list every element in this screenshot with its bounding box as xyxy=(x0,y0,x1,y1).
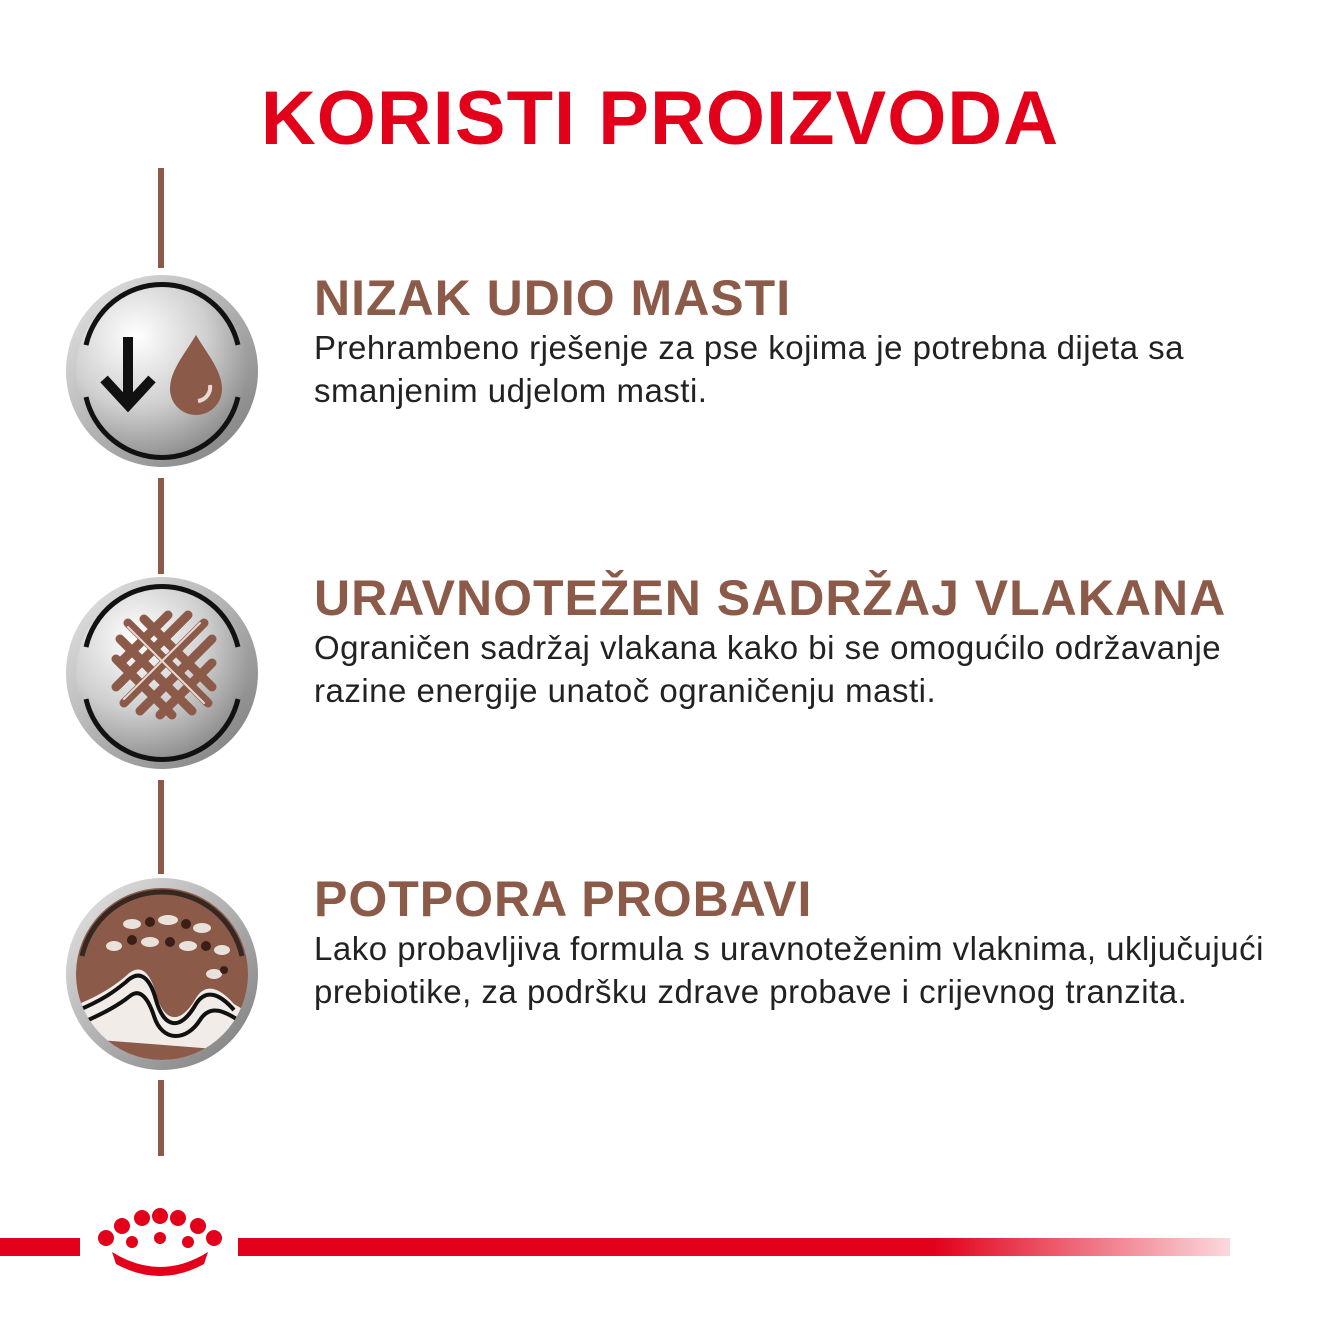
timeline-segment xyxy=(158,1080,164,1156)
feature-title: NIZAK UDIO MASTI xyxy=(314,270,792,326)
timeline-segment xyxy=(158,478,164,574)
digestion-intestine-icon xyxy=(64,876,260,1072)
low-fat-drop-icon xyxy=(64,273,260,469)
feature-description: Lako probavljiva formula s uravnoteženim vlaknima, uključujući prebiotike, za podršku zdrave probave i crijevnog tranzita. xyxy=(314,930,1264,1010)
feature-description: Prehrambeno rješenje za pse kojima je potrebna dijeta sa smanjenim udjelom masti. xyxy=(314,329,1184,409)
footer-line xyxy=(0,1238,80,1256)
feature-title: POTPORA PROBAVI xyxy=(314,871,813,927)
fiber-mesh-icon xyxy=(64,575,260,771)
timeline-segment xyxy=(158,168,164,268)
feature-fiber xyxy=(314,570,1294,712)
feature-low-fat xyxy=(314,270,1294,412)
royal-canin-crown-logo xyxy=(92,1208,228,1282)
page-title: KORISTI PROIZVODA xyxy=(260,75,1060,161)
timeline-segment xyxy=(158,780,164,874)
feature-digestion xyxy=(314,871,1294,1013)
feature-description: Ograničen sadržaj vlakana kako bi se omogućilo održavanje razine energije unatoč ograničenju masti. xyxy=(314,629,1222,709)
footer-line xyxy=(238,1238,1230,1256)
feature-title: URAVNOTEŽEN SADRŽAJ VLAKANA xyxy=(314,570,1227,626)
